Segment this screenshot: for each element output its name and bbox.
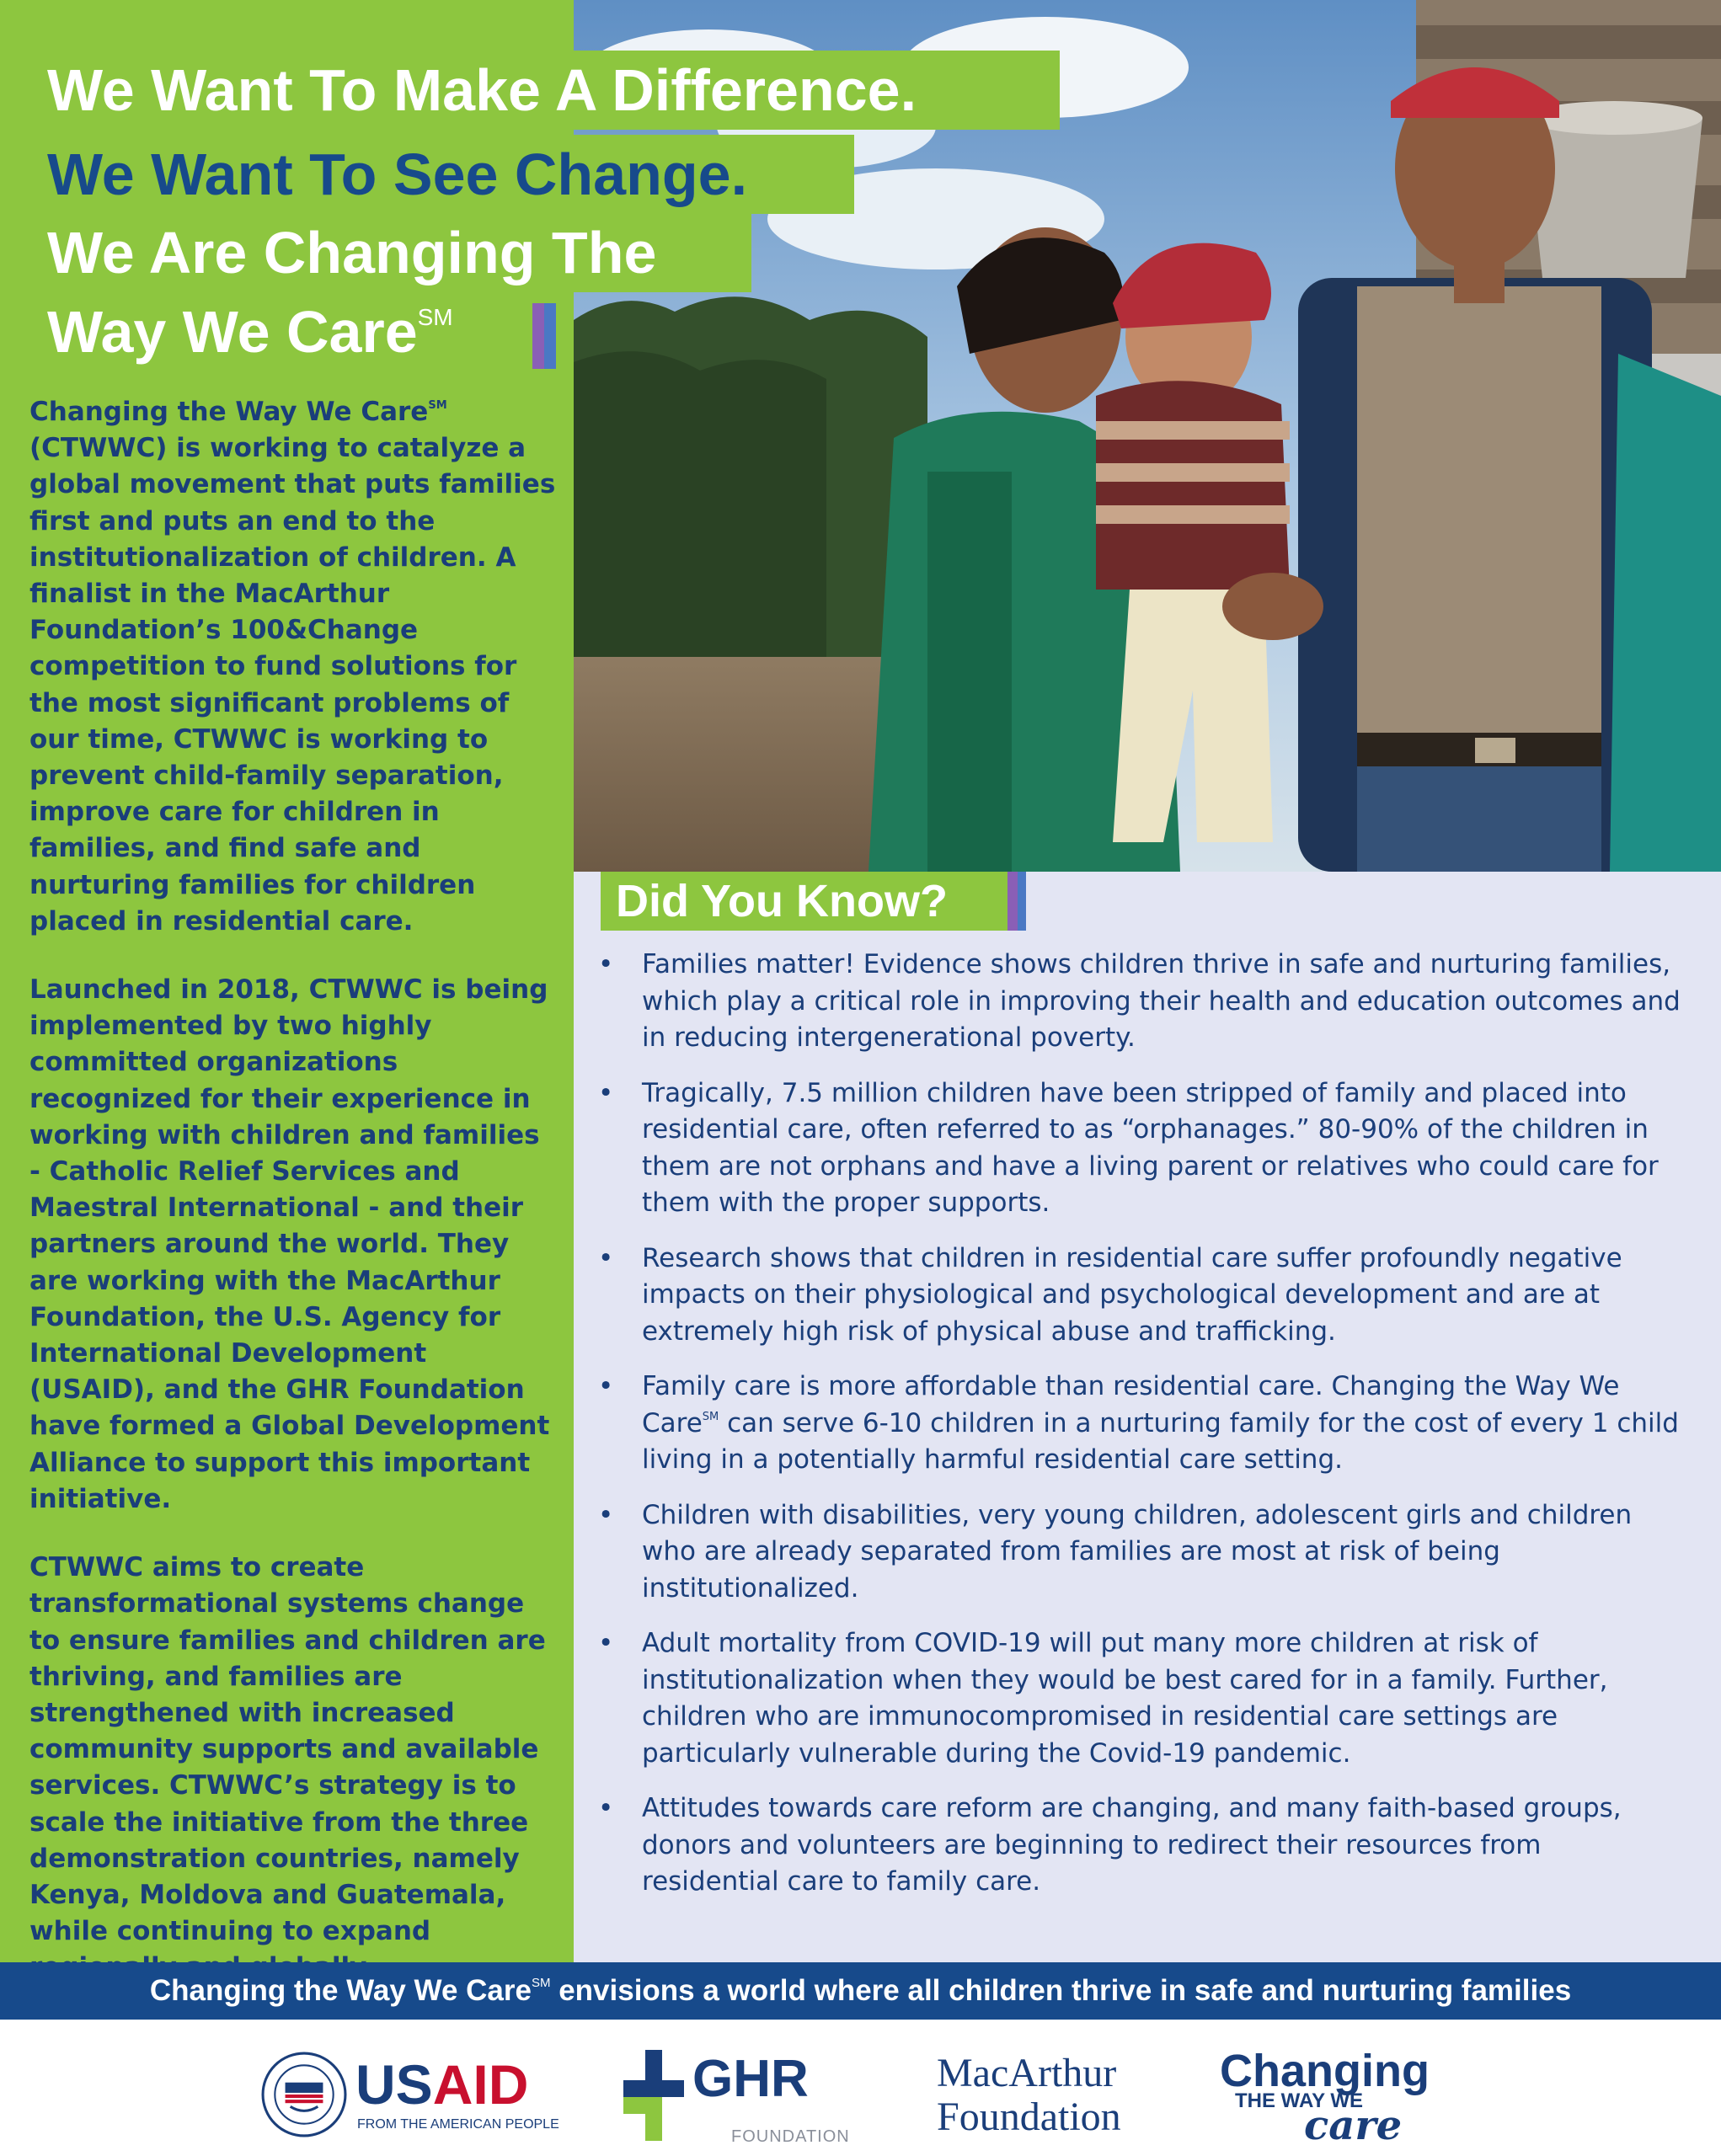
- ctwwc-logo-line-1: Changing: [1220, 2046, 1430, 2096]
- usaid-word-us: US: [355, 2053, 433, 2116]
- headline-line-3: We Are Changing The: [0, 213, 751, 292]
- headline-line-1: We Want To Make A Difference.: [0, 51, 1060, 130]
- fact-item: [598, 947, 1685, 1057]
- usaid-tagline: FROM THE AMERICAN PEOPLE: [357, 2117, 559, 2132]
- bullet-icon: •: [598, 1628, 614, 1658]
- bullet-icon: •: [598, 1499, 614, 1530]
- fact-text: Family care is more affordable than residential care. Changing the Way We Care: [642, 1371, 1620, 1438]
- fact-text: Adult mortality from COVID-19 will put many more children at risk of institutionalization when they would be best cared for in a family. Further, children who are immunocompromised in residential care settings are particularly vulnerable during the Covid-19 pandemic.: [642, 1628, 1608, 1769]
- ghr-mark-icon: [623, 2050, 684, 2141]
- fact-item: [598, 1625, 1685, 1772]
- facts-list: [598, 947, 1685, 1919]
- fact-item: [598, 1790, 1685, 1901]
- fact-text: Tragically, 7.5 million children have been stripped of family and placed into residential care, often referred to as “orphanages.” 80-90% of the children in them are not orphans and have a living parent or relatives who could care for them with the proper supports.: [642, 1077, 1659, 1218]
- service-mark: SM: [702, 1410, 719, 1423]
- accent-bar-blue: [544, 303, 556, 369]
- intro-paragraph-2: Launched in 2018, CTWWC is being implemented by two highly committed organizations recognized for their experience in working with children and families - Catholic Relief Services and Maestral International - and their partners around the world. They are working with the MacArthur Foundation, the U.S. Agency for International Development (USAID), and the GHR Foundation have formed a Global Development Alliance to support this important initiative.: [29, 974, 550, 1514]
- tagline-text: envisions a world where all children thrive in safe and nurturing families: [550, 1974, 1572, 2007]
- fact-text: Families matter! Evidence shows children thrive in safe and nurturing families, which play a critical role in improving their health and education outcomes and in reducing intergenerational poverty.: [642, 949, 1681, 1053]
- macarthur-line-1: MacArthur: [937, 2051, 1117, 2095]
- ghr-wordmark: GHR: [692, 2050, 809, 2108]
- bullet-icon: •: [598, 1793, 614, 1823]
- intro-paragraph-3: CTWWC aims to create transformational systems change to ensure families and children are thriving, and families are strengthened with increased community supports and available services. CTWWC’s strategy is to scale the initiative from the three demonstration countries, namely Kenya, Moldova and Guatemala, while continuing to expand: [29, 1552, 546, 1947]
- macarthur-line-2: Foundation: [937, 2095, 1121, 2139]
- intro-paragraph-1-text: (CTWWC) is working to catalyze a global movement that puts families first and puts an end to the institutionalization of children. A finalist in the MacArthur Foundation’s 100&Change competition to fund solutions for the most significant problems of our time, CTWWC is working to prevent child-family separation, improve care for children in families, and find safe and nurturing families for children placed in residential care.: [29, 433, 556, 937]
- bullet-icon: •: [598, 1077, 614, 1108]
- fact-text: Children with disabilities, very young children, adolescent girls and children who are already separated from families are most at risk of being institutionalized.: [642, 1499, 1633, 1604]
- fact-text: Research shows that children in residential care suffer profoundly negative impacts on their physiological and psychological development and are at extremely high risk of physical abuse and trafficking.: [642, 1242, 1622, 1347]
- headline: [0, 0, 1179, 387]
- fact-item: [598, 1369, 1685, 1479]
- ctwwc-logo-line-3: care: [1304, 2102, 1403, 2149]
- headline-line-2: We Want To See Change.: [0, 135, 854, 214]
- usaid-seal-icon: [261, 2052, 347, 2137]
- headline-line-4: [0, 292, 539, 371]
- tagline-brand: Changing the Way We Care: [149, 1974, 532, 2007]
- fact-item: [598, 1497, 1685, 1608]
- brand-name: Changing the Way We Care: [29, 397, 429, 427]
- usaid-wordmark: [355, 2053, 529, 2116]
- ghr-logo: [623, 2050, 876, 2151]
- bullet-icon: •: [598, 1371, 614, 1401]
- service-mark: SM: [417, 304, 453, 330]
- tagline-bar: [0, 1962, 1721, 2020]
- accent-bar-purple: [1007, 872, 1018, 931]
- usaid-logo: [261, 2052, 559, 2144]
- fact-item: [598, 1075, 1685, 1222]
- usaid-word-aid: AID: [432, 2053, 529, 2116]
- bullet-icon: •: [598, 1242, 614, 1273]
- service-mark: SM: [428, 399, 447, 412]
- headline-line-4-text: Way We Care: [47, 299, 418, 365]
- accent-bar-blue: [1018, 872, 1026, 931]
- intro-text: [29, 394, 556, 2019]
- service-mark: SM: [531, 1976, 551, 1990]
- fact-text: Attitudes towards care reform are changing, and many faith-based groups, donors and volunteers are beginning to redirect their resources from residential care to family care.: [642, 1793, 1622, 1897]
- intro-paragraph-1: [29, 394, 556, 940]
- partner-logos: [0, 2020, 1721, 2156]
- fact-item: [598, 1241, 1685, 1351]
- did-you-know-title: Did You Know?: [601, 872, 1007, 931]
- bullet-icon: •: [598, 949, 614, 979]
- accent-bar-purple: [532, 303, 544, 369]
- ghr-subtitle: FOUNDATION: [731, 2127, 850, 2146]
- ctwwc-logo: [1220, 2048, 1456, 2149]
- fact-text-tail: can serve 6-10 children in a nurturing family for the cost of every 1 child living in a potentially harmful residential care setting.: [642, 1407, 1679, 1475]
- ctwwc-logo-line-2: THE WAY WE: [1235, 2089, 1364, 2112]
- macarthur-logo: [937, 2052, 1164, 2144]
